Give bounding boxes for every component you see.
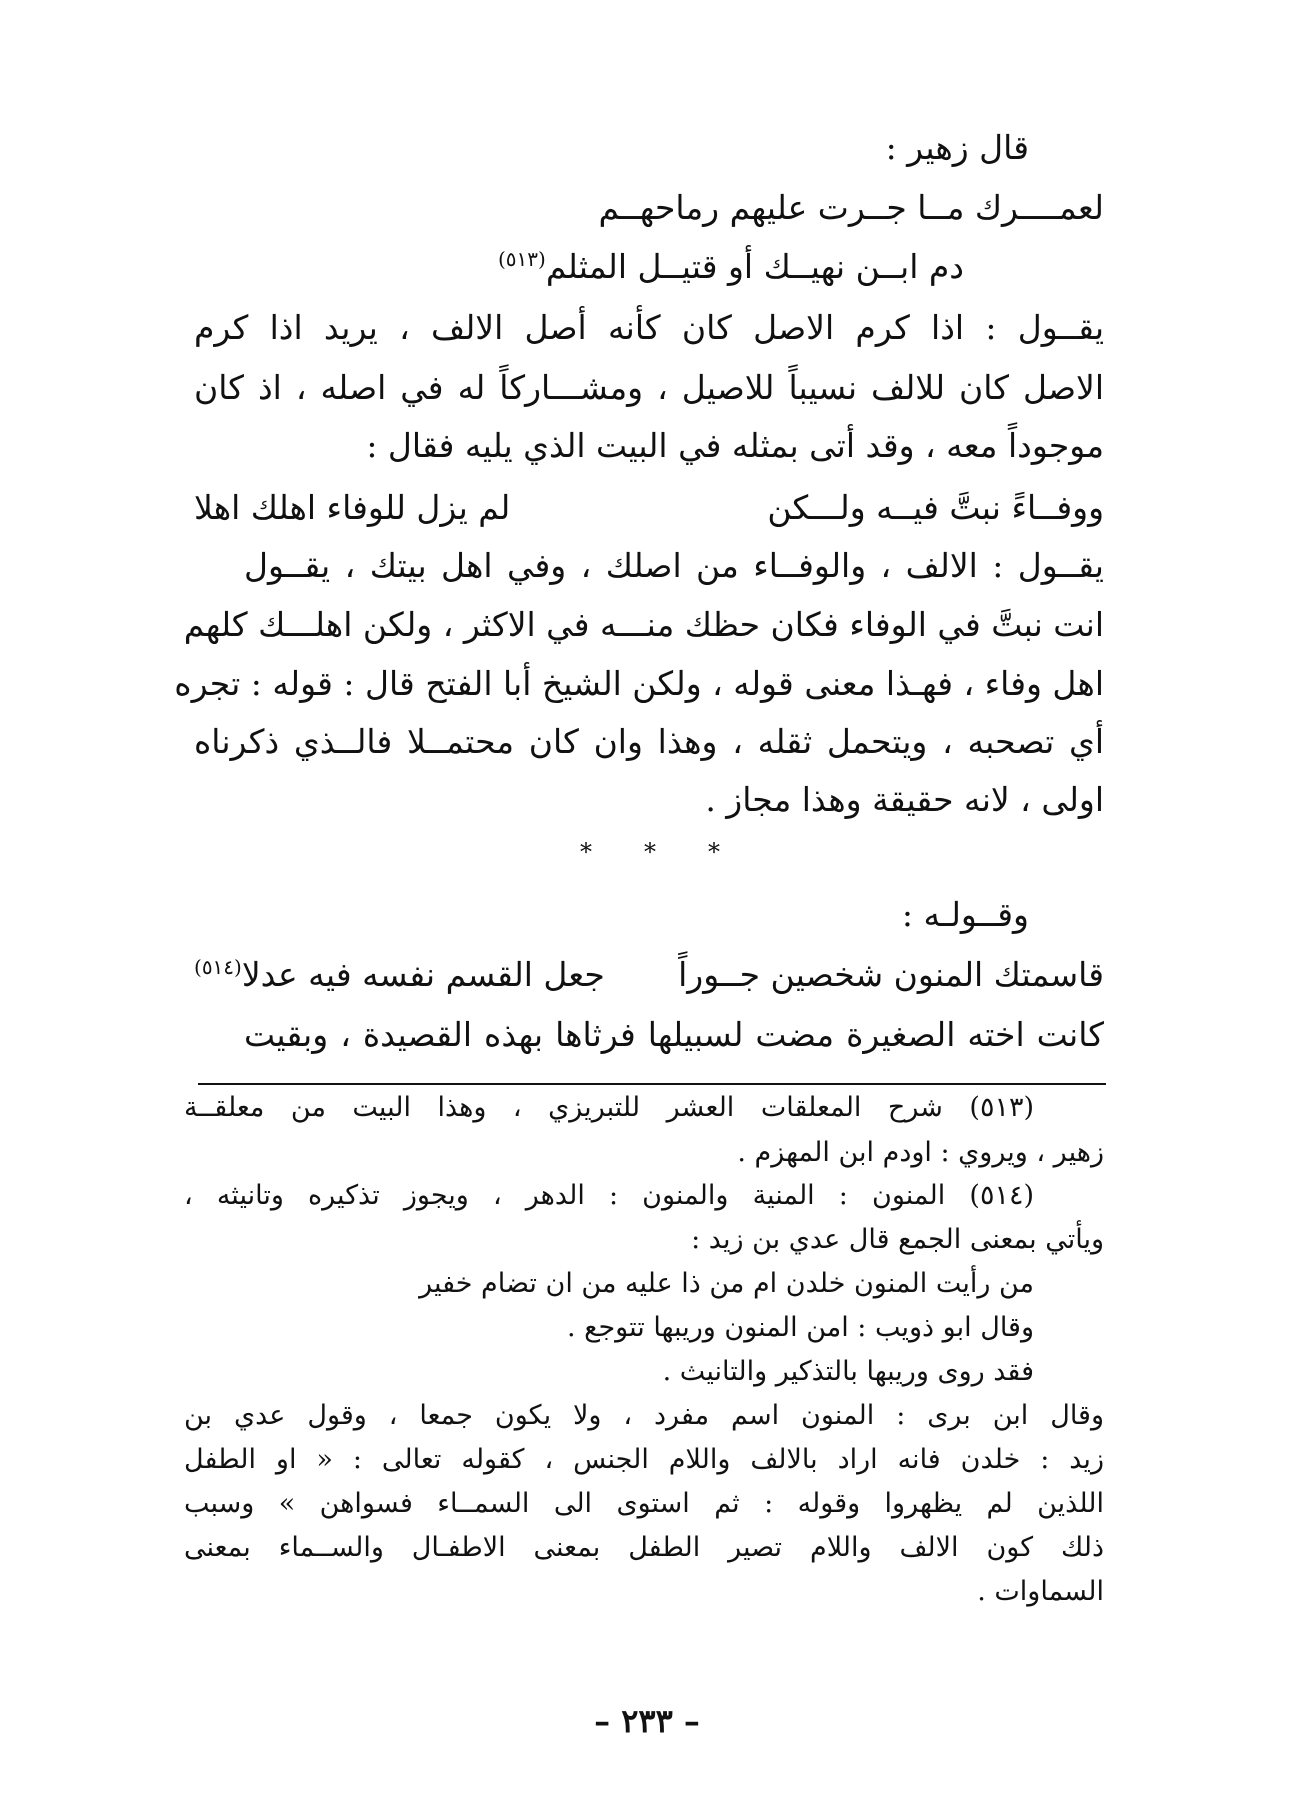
- verse-2-a: ووفــاءً نبتَّ فيــه ولـــكن: [767, 488, 1104, 527]
- verse-2: [194, 488, 1104, 533]
- section-header-2: وقــولـه :: [901, 895, 1029, 934]
- footnote-514-line-1: (٥١٤) المنون : المنية والمنون : الدهر ، ويجوز تذكيره وتانيثه ،: [184, 1180, 1034, 1211]
- star: *: [580, 838, 592, 866]
- paragraph-2-line-3: اهل وفاء ، فهـذا معنى قوله ، ولكن الشيخ أبا الفتح قال : قوله : تجره: [174, 664, 1104, 703]
- footnote-514-line-2: ويأتي بمعنى الجمع قال عدي بن زيد :: [691, 1224, 1104, 1255]
- footnote-ref-514: (٥١٤): [194, 955, 242, 979]
- verse-1-b: دم ابــن نهيــك أو قتيــل المثلم: [545, 247, 964, 286]
- footnote-ref-513: (٥١٣): [497, 247, 546, 271]
- paragraph-2-line-4: أي تصحبه ، ويتحمل ثقله ، وهذا وان كان محتمــلا فالــذي ذكرناه: [194, 722, 1104, 761]
- paragraph-1-line-2: الاصل كان للالف نسيباً للاصيل ، ومشـــاركاً له في اصله ، اذ كان: [194, 368, 1104, 407]
- paragraph-1-line-1: يقــول : اذا كرم الاصل كان كأنه أصل الالف ، يريد اذا كرم: [194, 308, 1104, 347]
- footnote-513-line-2: زهير ، ويروي : اودم ابن المهزم .: [737, 1137, 1104, 1168]
- footnote-514-line-7: زيد : خلدن فانه اراد بالالف واللام الجنس ، كقوله تعالى : « او الطفل: [184, 1444, 1104, 1475]
- paragraph-2-line-1: يقــول : الالف ، والوفــاء من اصلك ، وفي اهل بيتك ، يقــول: [244, 546, 1104, 585]
- footnote-514-line-4: وقال ابو ذويب : امن المنون وريبها تتوجع .: [566, 1312, 1034, 1343]
- verse-3-b: جعل القسم نفسه فيه عدلا: [241, 955, 605, 994]
- verse-1-a: لعمــــرك مــا جــرت عليهم رماحهــم: [598, 188, 1104, 227]
- footnote-514-line-6: وقال ابن برى : المنون اسم مفرد ، ولا يكون جمعا ، وقول عدي بن: [184, 1400, 1104, 1431]
- verse-3-a: قاسمتك المنون شخصين جــوراً: [678, 955, 1104, 994]
- footnote-514-line-9: ذلك كون الالف واللام تصير الطفل بمعنى الاطفـال والســماء بمعنى: [184, 1532, 1104, 1563]
- verse-3: [194, 955, 1104, 1000]
- footnote-514-line-10: السماوات .: [977, 1576, 1104, 1607]
- footnote-513-line-1: (٥١٣) شرح المعلقات العشر للتبريزي ، وهذا البيت من معلقــة: [184, 1092, 1034, 1123]
- paragraph-1-line-3: موجوداً معه ، وقد أتى بمثله في البيت الذي يليه فقال :: [366, 426, 1104, 465]
- star: *: [708, 838, 720, 866]
- paragraph-2-line-2: انت نبتَّ في الوفاء فكان حظك منـــه في الاكثر ، ولكن اهلـــك كلهم: [183, 605, 1104, 644]
- verse-2-b: لم يزل للوفاء اهلك اهلا: [194, 488, 511, 527]
- paragraph-2-line-5: اولى ، لانه حقيقة وهذا مجاز .: [705, 780, 1104, 819]
- verse-1-first-hemistich: [304, 188, 1104, 233]
- footnote-514-line-8: اللذين لم يظهروا وقوله : ثم استوى الى السمــاء فسواهن » وسبب: [184, 1488, 1104, 1519]
- footnote-separator: [198, 1083, 1106, 1085]
- star: *: [644, 838, 656, 866]
- paragraph-3-line-1: كانت اخته الصغيرة مضت لسبيلها فرثاها بهذه القصيدة ، وبقيت: [244, 1015, 1104, 1054]
- page-number: – ٢٣٣ –: [594, 1702, 700, 1740]
- verse-1-second-hemistich: [498, 247, 964, 287]
- section-divider-stars: [580, 838, 720, 866]
- footnote-514-verse: من رأيت المنون خلدن ام من ذا عليه من ان تضام خفير: [419, 1268, 1034, 1299]
- section-header: قال زهير :: [885, 128, 1029, 167]
- footnote-514-line-5: فقد روى وريبها بالتذكير والتانيث .: [662, 1356, 1034, 1387]
